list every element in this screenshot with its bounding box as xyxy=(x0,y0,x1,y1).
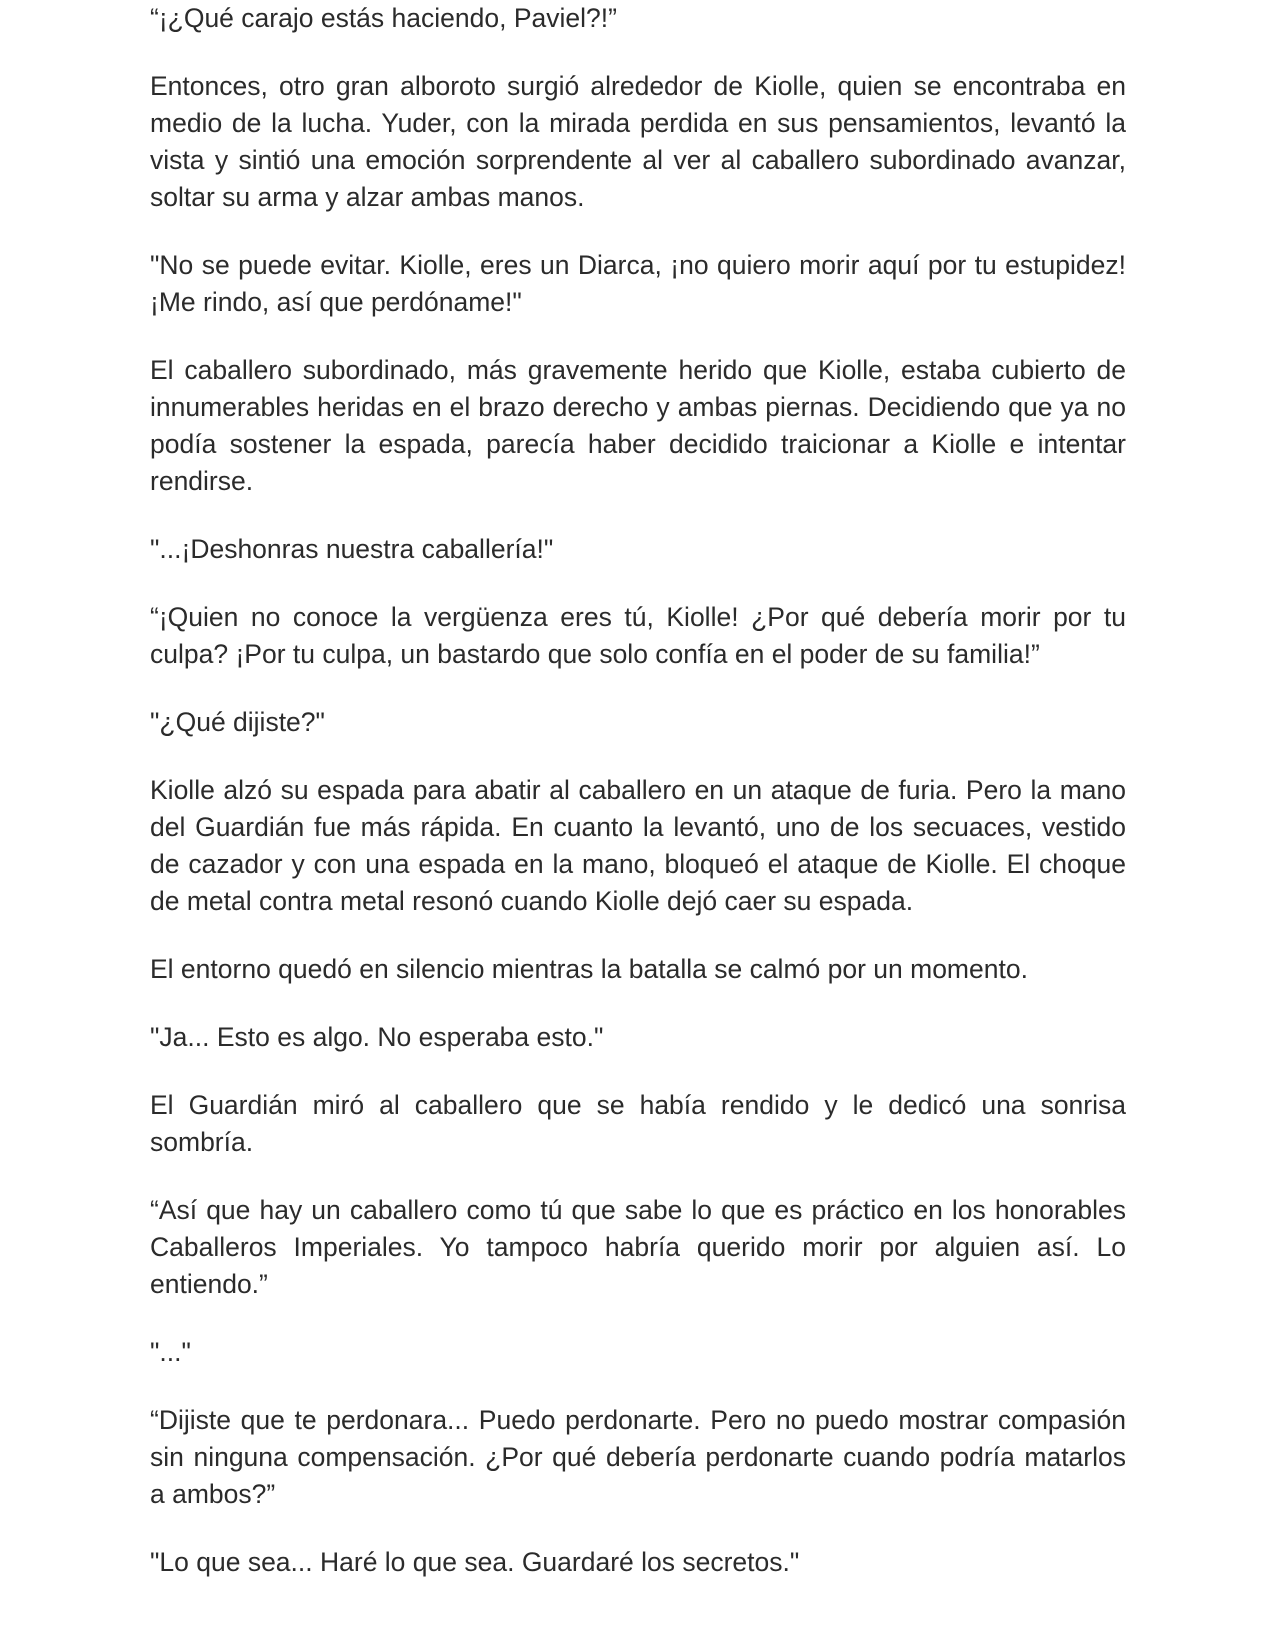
paragraph: Entonces, otro gran alboroto surgió alrededor de Kiolle, quien se encontraba en medio de la lucha. Yuder, con la mirada perdida en sus pensamientos, levantó la vista y sintió una emoción sorprendente al ver al caballero subordinado avanzar, soltar su arma y alzar ambas manos. xyxy=(150,71,1126,212)
paragraph: "Ja... Esto es algo. No esperaba esto." xyxy=(150,1022,604,1052)
document-page xyxy=(150,0,1126,1581)
paragraph: "No se puede evitar. Kiolle, eres un Diarca, ¡no quiero morir aquí por tu estupidez! ¡Me rindo, así que perdóname!" xyxy=(150,250,1126,317)
paragraph: El entorno quedó en silencio mientras la batalla se calmó por un momento. xyxy=(150,954,1028,984)
paragraph: El caballero subordinado, más gravemente herido que Kiolle, estaba cubierto de innumerables heridas en el brazo derecho y ambas piernas. Decidiendo que ya no podía sostener la espada, parecía haber decidido traicionar a Kiolle e intentar rendirse. xyxy=(150,355,1126,496)
paragraph: "..." xyxy=(150,1337,191,1367)
paragraph: “Así que hay un caballero como tú que sabe lo que es práctico en los honorables Caballeros Imperiales. Yo tampoco habría querido morir por alguien así. Lo entiendo.” xyxy=(150,1195,1126,1299)
paragraph: "Lo que sea... Haré lo que sea. Guardaré los secretos." xyxy=(150,1547,800,1577)
paragraph: Kiolle alzó su espada para abatir al caballero en un ataque de furia. Pero la mano del Guardián fue más rápida. En cuanto la levantó, uno de los secuaces, vestido de cazador y con una espada en la mano, bloqueó el ataque de Kiolle. El choque de metal contra metal resonó cuando Kiolle dejó caer su espada. xyxy=(150,775,1126,916)
paragraph: “¡¿Qué carajo estás haciendo, Paviel?!” xyxy=(150,3,617,33)
paragraph: “Dijiste que te perdonara... Puedo perdonarte. Pero no puedo mostrar compasión sin ninguna compensación. ¿Por qué debería perdonarte cuando podría matarlos a ambos?” xyxy=(150,1405,1126,1509)
paragraph: “¡Quien no conoce la vergüenza eres tú, Kiolle! ¿Por qué debería morir por tu culpa? ¡Por tu culpa, un bastardo que solo confía en el poder de su familia!” xyxy=(150,602,1126,669)
paragraph: "...¡Deshonras nuestra caballería!" xyxy=(150,534,554,564)
paragraph: El Guardián miró al caballero que se había rendido y le dedicó una sonrisa sombría. xyxy=(150,1090,1126,1157)
paragraph: "¿Qué dijiste?" xyxy=(150,707,325,737)
